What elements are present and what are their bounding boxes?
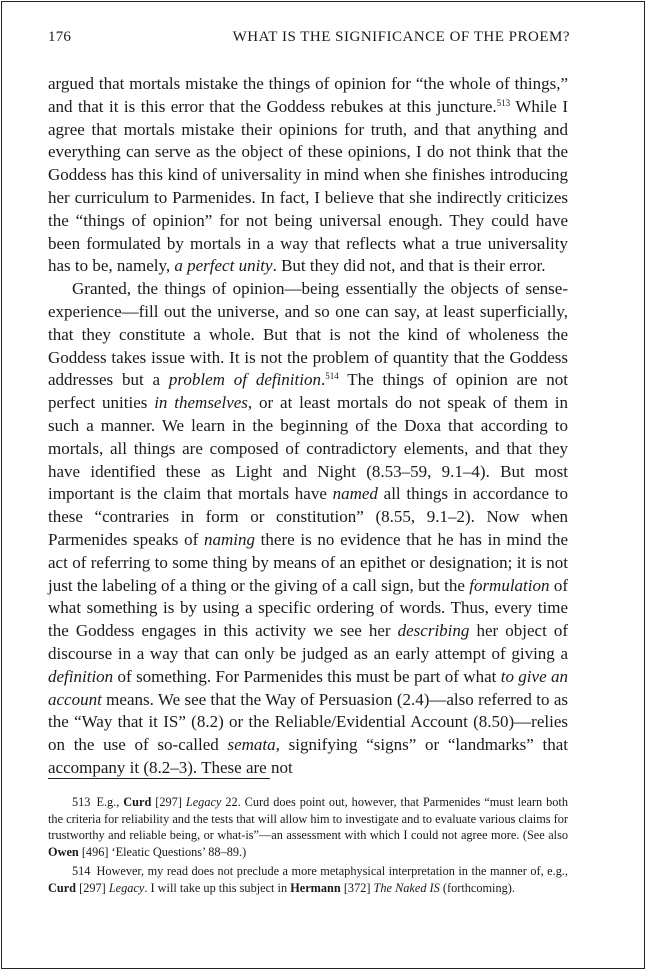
paragraph-1 [48,73,568,278]
footnote-number: 514 [72,864,91,878]
text-span: her object of discourse in a way that can only be judged as an early attempt of giving a [48,621,569,663]
paragraph-2 [48,278,568,780]
author-name: Hermann [290,880,341,895]
emphasis: formulation [469,575,550,595]
work-title: The Naked IS [373,880,440,895]
text-span: . I will take up this subject in [144,880,291,895]
text-span: , signifying “signs” or “landmarks” that accompany it (8.2–3). These are not [48,735,568,777]
emphasis: a perfect unity [174,256,273,276]
text-span: means. We see that the Way of Persuasion (2.4)—also referred to as the “Way that it IS” (8.2) or the Reliable/Evidential Account (8.50)—relies on the use of so-called [48,689,568,755]
emphasis: in themselves [154,393,248,413]
text-span: . [320,370,326,390]
author-name: Owen [48,844,79,859]
emphasis: naming [203,529,255,549]
text-span: [496] ‘Eleatic Questions’ 88–89.) [78,844,247,859]
author-name: Curd [123,795,152,809]
text-span: of what something is by using a specific ordering of words. Thus, every time the Goddess engages in this activity we see her [48,575,568,641]
text-span: all things in accordance to these “contraries in form or constitution” (8.55, 9.1–2). Now when Parmenides speaks of [48,484,568,549]
text-span: While I agree that mortals mistake their opinions for truth, and that anything and everything can serve as the object of these opinions, I do not think that the Goddess has this kind of universality in mind when she finishes introducing her curriculum to Parmenides. In fact, I believe that she indirectly criticizes the “things of opinion” for not being universal enough. They could have been formulated by mortals in a way that reflects what a true universality has to be, namely, [48,96,568,276]
running-header [48,29,570,49]
text-span: 22. Curd does point out, however, that Parmenides “must learn both the criteria for reliability and the tests that will allow him to investigate and to evaluate various claims for trustworthy and reliable being, or what-is”—an assessment with which I could not agree more. (See also [48,795,568,842]
emphasis: to give an account [48,666,568,709]
emphasis: describing [397,621,470,641]
text-span: argued that mortals mistake the things of opinion for “the whole of things,” and that it is this error that the Goddess rebukes at this juncture. [48,74,568,116]
body-text [48,73,568,780]
emphasis: named [332,484,378,504]
footnotes [48,794,568,899]
work-title: Legacy [108,880,145,895]
text-span: . But they did not, and that is their error. [272,256,546,276]
footnote-ref-514[interactable]: 514 [325,371,339,382]
text-span: E.g., [96,795,124,809]
text-span: However, my read does not preclude a more metaphysical interpretation in the manner of, e.g., [96,864,568,878]
page-number: 176 [48,29,72,45]
text-span: [297] [76,880,109,895]
emphasis: semata [227,735,276,755]
text-span: Granted, the things of opinion—being essentially the objects of sense-experience—fill out the universe, and so one can say, at least superficially, that they constitute a whole. But that is not the kind of wholeness the Goddess takes issue with. It is not the problem of quantity that the Goddess addresses but a [48,279,568,390]
text-span: there is no evidence that he has in mind the act of referring to some thing by means of an epithet or designation; it is not just the labeling of a thing or the giving of a call sign, but the [48,529,568,595]
footnote-separator [48,778,270,779]
footnote-513 [48,794,568,860]
running-head-title: WHAT IS THE SIGNIFICANCE OF THE PROEM? [232,29,570,45]
author-name: Curd [48,880,77,895]
footnote-514 [48,863,568,896]
footnote-number: 513 [72,795,91,809]
text-span: (forthcoming). [439,880,515,895]
text-span: of something. For Parmenides this must be part of what [113,666,501,686]
text-span: , or at least mortals do not speak of them in such a manner. We learn in the beginning of the Doxa that according to mortals, all things are composed of contradictory elements, and that they have identified these as Light and Night (8.53–59, 9.1–4). But most important is the claim that mortals have [48,393,569,504]
text-span: [372] [340,880,374,895]
emphasis: problem of definition [168,370,321,390]
text-span: The things of opinion are not perfect unities [48,370,568,413]
footnote-ref-513[interactable]: 513 [496,97,511,108]
text-span: [297] [151,795,186,809]
work-title: Legacy [185,795,222,809]
emphasis: definition [48,666,114,686]
